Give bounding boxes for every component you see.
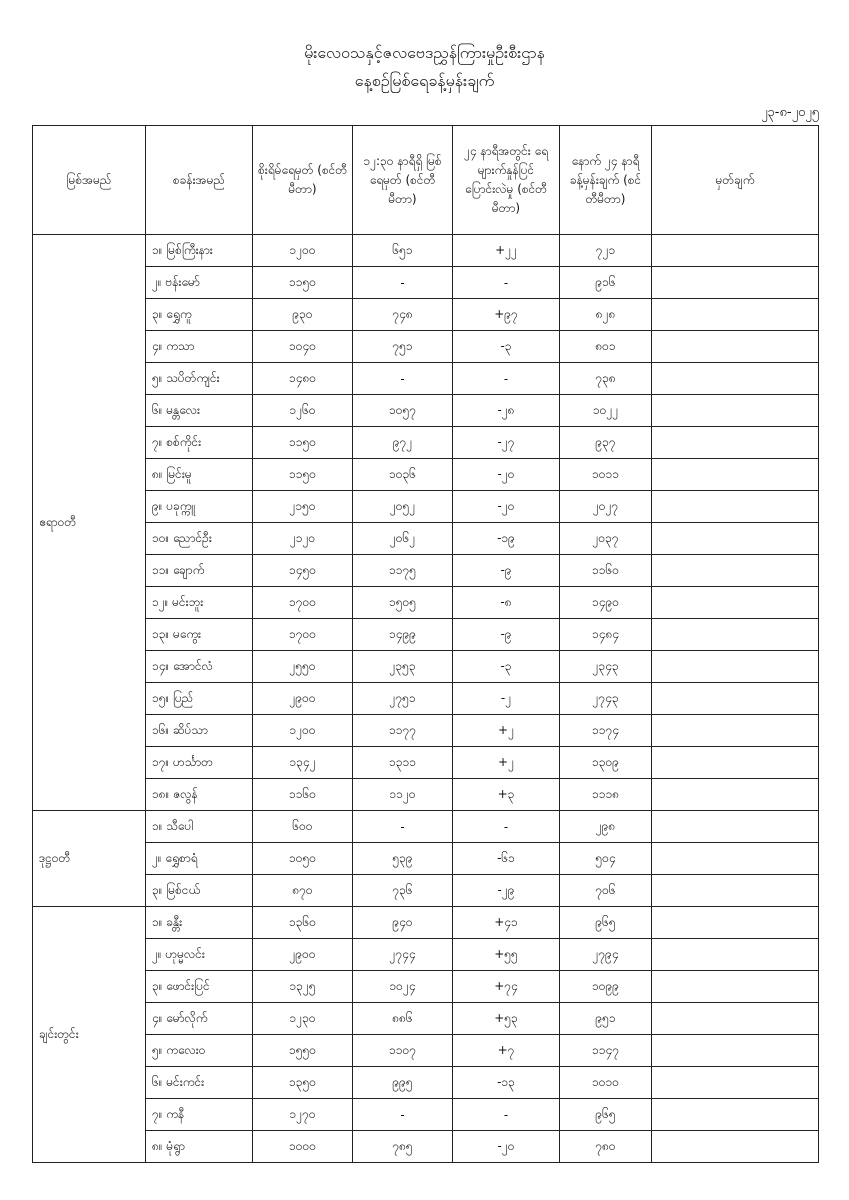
current-level-cell: ၇၄၈ xyxy=(353,299,453,331)
table-row xyxy=(33,971,819,1003)
station-cell: ၈။ မုံရွာ xyxy=(146,1131,253,1163)
danger-level-cell: ၁၁၆၀ xyxy=(253,779,353,811)
station-cell: ၈။ မြင်းမူ xyxy=(146,459,253,491)
forecast-cell: ၉၆၅ xyxy=(560,907,652,939)
remark-cell xyxy=(652,555,819,587)
station-cell: ၁၅။ ပြည် xyxy=(146,683,253,715)
station-cell: ၄။ မော်လိုက် xyxy=(146,1003,253,1035)
current-level-cell: - xyxy=(353,811,453,843)
change-cell: -၂၀ xyxy=(453,1131,560,1163)
remark-cell xyxy=(652,747,819,779)
remark-cell xyxy=(652,715,819,747)
table-row xyxy=(33,619,819,651)
forecast-cell: ၂၀၃၇ xyxy=(560,523,652,555)
river-name-cell: ဧရာဝတီ xyxy=(33,235,146,811)
change-cell: -၂၈ xyxy=(453,395,560,427)
table-row xyxy=(33,331,819,363)
forecast-cell: ၂၃၄၃ xyxy=(560,651,652,683)
station-cell: ၁၈။ ဇလွန် xyxy=(146,779,253,811)
danger-level-cell: ၁၃၄၂ xyxy=(253,747,353,779)
danger-level-cell: ၁၀၀၀ xyxy=(253,1131,353,1163)
table-row xyxy=(33,843,819,875)
station-cell: ၁၂။ မင်းဘူး xyxy=(146,587,253,619)
remark-cell xyxy=(652,1003,819,1035)
danger-level-cell: ၁၅၅၀ xyxy=(253,1035,353,1067)
table-row xyxy=(33,1003,819,1035)
current-level-cell: ၁၄၉၉ xyxy=(353,619,453,651)
remark-cell xyxy=(652,1035,819,1067)
table-row xyxy=(33,523,819,555)
col-header-station: စခန်းအမည် xyxy=(146,126,253,235)
station-cell: ၁၃။ မကွေး xyxy=(146,619,253,651)
change-cell: - xyxy=(453,811,560,843)
table-body xyxy=(33,235,819,1163)
table-row xyxy=(33,651,819,683)
change-cell: - xyxy=(453,1099,560,1131)
remark-cell xyxy=(652,619,819,651)
remark-cell xyxy=(652,811,819,843)
forecast-cell: ၈၂၈ xyxy=(560,299,652,331)
remark-cell xyxy=(652,779,819,811)
table-row xyxy=(33,939,819,971)
table-row xyxy=(33,555,819,587)
forecast-cell: ၁၃၀၉ xyxy=(560,747,652,779)
current-level-cell: ၁၁၀၇ xyxy=(353,1035,453,1067)
change-cell: +၇၄ xyxy=(453,971,560,1003)
table-row xyxy=(33,683,819,715)
station-cell: ၁။ ခန္တီး xyxy=(146,907,253,939)
remark-cell xyxy=(652,427,819,459)
forecast-cell: ၇၈၀ xyxy=(560,1131,652,1163)
danger-level-cell: ၁၇၀၀ xyxy=(253,619,353,651)
current-level-cell: ၁၁၇၇ xyxy=(353,715,453,747)
forecast-cell: ၂၉၈ xyxy=(560,811,652,843)
forecast-cell: ၁၁၆၀ xyxy=(560,555,652,587)
current-level-cell: ၂၇၅၁ xyxy=(353,683,453,715)
remark-cell xyxy=(652,395,819,427)
forecast-cell: ၂၇၄၃ xyxy=(560,683,652,715)
station-cell: ၃။ ရွှေကူ xyxy=(146,299,253,331)
table-row xyxy=(33,491,819,523)
remark-cell xyxy=(652,523,819,555)
change-cell: -၁၃ xyxy=(453,1067,560,1099)
danger-level-cell: ၁၃၆၀ xyxy=(253,907,353,939)
current-level-cell: ၅၃၉ xyxy=(353,843,453,875)
table-row xyxy=(33,1131,819,1163)
remark-cell xyxy=(652,587,819,619)
forecast-cell: ၅၀၄ xyxy=(560,843,652,875)
station-cell: ၃။ ဖောင်းပြင် xyxy=(146,971,253,1003)
forecast-cell: ၁၄၈၄ xyxy=(560,619,652,651)
danger-level-cell: ၁၃၂၅ xyxy=(253,971,353,1003)
danger-level-cell: ၁၂၆၀ xyxy=(253,395,353,427)
table-row xyxy=(33,747,819,779)
table-row xyxy=(33,459,819,491)
forecast-cell: ၂၀၂၇ xyxy=(560,491,652,523)
current-level-cell: ၉၄၀ xyxy=(353,907,453,939)
station-cell: ၂။ ရွှေစာရံ xyxy=(146,843,253,875)
remark-cell xyxy=(652,971,819,1003)
remark-cell xyxy=(652,651,819,683)
col-header-danger-level: စိုးရိမ်ရေမှတ် (စင်တီမီတာ) xyxy=(253,126,353,235)
station-cell: ၁၆။ ဆိပ်သာ xyxy=(146,715,253,747)
remark-cell xyxy=(652,875,819,907)
remark-cell xyxy=(652,907,819,939)
col-header-current-level: ၁၂:၃၀ နာရီရှိ မြစ်ရေမှတ် (စင်တီမီတာ) xyxy=(353,126,453,235)
station-cell: ၁၀။ ညောင်ဦး xyxy=(146,523,253,555)
danger-level-cell: ၁၁၅၀ xyxy=(253,427,353,459)
table-row xyxy=(33,1099,819,1131)
change-cell: -၈ xyxy=(453,587,560,619)
current-level-cell: ၂၇၄၄ xyxy=(353,939,453,971)
change-cell: +၃ xyxy=(453,779,560,811)
table-row xyxy=(33,811,819,843)
table-row xyxy=(33,363,819,395)
col-header-river: မြစ်အမည် xyxy=(33,126,146,235)
danger-level-cell: ၁၂၀၀ xyxy=(253,715,353,747)
table-row xyxy=(33,395,819,427)
current-level-cell: ၁၅၀၅ xyxy=(353,587,453,619)
station-cell: ၂။ ဟုမ္မလင်း xyxy=(146,939,253,971)
danger-level-cell: ၁၂၃၀ xyxy=(253,1003,353,1035)
current-level-cell: - xyxy=(353,363,453,395)
station-cell: ၁၁။ ချောက် xyxy=(146,555,253,587)
table-row xyxy=(33,715,819,747)
station-cell: ၅။ သပိတ်ကျင်း xyxy=(146,363,253,395)
danger-level-cell: ၁၃၅၀ xyxy=(253,1067,353,1099)
station-cell: ၂။ ဗန်းမော် xyxy=(146,267,253,299)
change-cell: +၅၃ xyxy=(453,1003,560,1035)
station-cell: ၆။ မင်းကင်း xyxy=(146,1067,253,1099)
col-header-forecast: နောက် ၂၄ နာရီ ခန့်မှန်းချက် (စင်တီမီတာ) xyxy=(560,126,652,235)
danger-level-cell: ၆၀၀ xyxy=(253,811,353,843)
current-level-cell: ၈၈၆ xyxy=(353,1003,453,1035)
river-name-cell: ချင်းတွင်း xyxy=(33,907,146,1163)
danger-level-cell: ၁၀၅၀ xyxy=(253,843,353,875)
current-level-cell: ၁၀၂၄ xyxy=(353,971,453,1003)
change-cell: +၇ xyxy=(453,1035,560,1067)
station-cell: ၄။ ကသာ xyxy=(146,331,253,363)
station-cell: ၁၄။ အောင်လံ xyxy=(146,651,253,683)
current-level-cell: ၂၀၅၂ xyxy=(353,491,453,523)
current-level-cell: ၁၀၅၇ xyxy=(353,395,453,427)
change-cell: -၂၇ xyxy=(453,427,560,459)
table-row xyxy=(33,427,819,459)
change-cell: -၃ xyxy=(453,331,560,363)
header-row xyxy=(33,126,819,235)
change-cell: +၂ xyxy=(453,715,560,747)
station-cell: ၆။ မန္တလေး xyxy=(146,395,253,427)
table-row xyxy=(33,875,819,907)
forecast-cell: ၁၀၁၀ xyxy=(560,1067,652,1099)
change-cell: - xyxy=(453,267,560,299)
station-cell: ၉။ ပခုက္ကူ xyxy=(146,491,253,523)
remark-cell xyxy=(652,1099,819,1131)
danger-level-cell: ၂၁၅၀ xyxy=(253,491,353,523)
change-cell: +၉၇ xyxy=(453,299,560,331)
forecast-cell: ၁၀၂၂ xyxy=(560,395,652,427)
table-row xyxy=(33,907,819,939)
forecast-cell: ၁၀၁၁ xyxy=(560,459,652,491)
forecast-cell: ၉၁၆ xyxy=(560,267,652,299)
report-date: ၂၃-၈-၂၀၂၅ xyxy=(761,105,819,120)
river-forecast-table xyxy=(32,125,819,1163)
forecast-cell: ၉၆၅ xyxy=(560,1099,652,1131)
station-cell: ၅။ ကလေးဝ xyxy=(146,1035,253,1067)
remark-cell xyxy=(652,459,819,491)
forecast-cell: ၁၁၇၄ xyxy=(560,715,652,747)
table-row xyxy=(33,1067,819,1099)
col-header-remark: မှတ်ချက် xyxy=(652,126,819,235)
change-cell: -၂ xyxy=(453,683,560,715)
current-level-cell: ၁၀၃၆ xyxy=(353,459,453,491)
table-row xyxy=(33,267,819,299)
change-cell: +၂ xyxy=(453,747,560,779)
remark-cell xyxy=(652,1131,819,1163)
table-row xyxy=(33,1035,819,1067)
current-level-cell: ၁၁၂၀ xyxy=(353,779,453,811)
current-level-cell: ၇၈၅ xyxy=(353,1131,453,1163)
station-cell: ၇။ စစ်ကိုင်း xyxy=(146,427,253,459)
change-cell: -၉ xyxy=(453,555,560,587)
table-row xyxy=(33,779,819,811)
current-level-cell: - xyxy=(353,267,453,299)
current-level-cell: ၁၁၇၅ xyxy=(353,555,453,587)
danger-level-cell: ၁၄၈၀ xyxy=(253,363,353,395)
col-header-change: ၂၄ နာရီအတွင်း ရေများက်နှုန်ပြင် ပြောင်းလဲမှု (စင်တီမီတာ) xyxy=(453,126,560,235)
station-cell: ၇။ ကနီ xyxy=(146,1099,253,1131)
danger-level-cell: ၁၁၅၀ xyxy=(253,267,353,299)
remark-cell xyxy=(652,683,819,715)
remark-cell xyxy=(652,939,819,971)
danger-level-cell: ၂၉၀၀ xyxy=(253,683,353,715)
change-cell: - xyxy=(453,363,560,395)
table-row xyxy=(33,299,819,331)
danger-level-cell: ၂၉၀၀ xyxy=(253,939,353,971)
forecast-cell: ၇၃၈ xyxy=(560,363,652,395)
remark-cell xyxy=(652,363,819,395)
forecast-cell: ၉၅၁ xyxy=(560,1003,652,1035)
station-cell: ၁။ သီပေါ xyxy=(146,811,253,843)
current-level-cell: ၂၀၆၂ xyxy=(353,523,453,555)
station-cell: ၁။ မြစ်ကြီးနား xyxy=(146,235,253,267)
change-cell: -၉ xyxy=(453,619,560,651)
forecast-cell: ၈၀၁ xyxy=(560,331,652,363)
change-cell: +၂၂ xyxy=(453,235,560,267)
change-cell: -၁၉ xyxy=(453,523,560,555)
danger-level-cell: ၂၁၂၀ xyxy=(253,523,353,555)
danger-level-cell: ၈၇၀ xyxy=(253,875,353,907)
station-cell: ၁၇။ ဟင်္သာတ xyxy=(146,747,253,779)
forecast-cell: ၉၃၇ xyxy=(560,427,652,459)
forecast-cell: ၁၁၄၇ xyxy=(560,1035,652,1067)
current-level-cell: ၇၅၁ xyxy=(353,331,453,363)
current-level-cell: ၉၉၅ xyxy=(353,1067,453,1099)
danger-level-cell: ၁၁၅၀ xyxy=(253,459,353,491)
danger-level-cell: ၁၄၅၀ xyxy=(253,555,353,587)
change-cell: +၅၅ xyxy=(453,939,560,971)
danger-level-cell: ၂၅၅၀ xyxy=(253,651,353,683)
report-title: မိုးလေဝသနှင့်ဇလဗေဒညွှန်ကြားမှုဦးစီးဌာန xyxy=(304,43,545,62)
table-row xyxy=(33,235,819,267)
forecast-cell: ၁၄၉၀ xyxy=(560,587,652,619)
station-cell: ၃။ မြစ်ငယ် xyxy=(146,875,253,907)
change-cell: +၄၁ xyxy=(453,907,560,939)
change-cell: -၂၉ xyxy=(453,875,560,907)
remark-cell xyxy=(652,235,819,267)
change-cell: -၂၀ xyxy=(453,459,560,491)
current-level-cell: ၁၃၁၁ xyxy=(353,747,453,779)
forecast-cell: ၁၁၁၈ xyxy=(560,779,652,811)
table-row xyxy=(33,587,819,619)
danger-level-cell: ၁၂၇၀ xyxy=(253,1099,353,1131)
remark-cell xyxy=(652,1067,819,1099)
current-level-cell: ၉၇၂ xyxy=(353,427,453,459)
remark-cell xyxy=(652,267,819,299)
change-cell: -၆၁ xyxy=(453,843,560,875)
report-subtitle: နေ့စဉ်မြစ်ရေခန့်မှန်းချက် xyxy=(354,71,495,90)
danger-level-cell: ၁၇၀၀ xyxy=(253,587,353,619)
forecast-cell: ၁၀၉၉ xyxy=(560,971,652,1003)
remark-cell xyxy=(652,491,819,523)
remark-cell xyxy=(652,331,819,363)
remark-cell xyxy=(652,299,819,331)
current-level-cell: ၆၅၁ xyxy=(353,235,453,267)
forecast-cell: ၇၂၁ xyxy=(560,235,652,267)
current-level-cell: - xyxy=(353,1099,453,1131)
change-cell: -၃ xyxy=(453,651,560,683)
current-level-cell: ၇၃၆ xyxy=(353,875,453,907)
danger-level-cell: ၉၃၀ xyxy=(253,299,353,331)
remark-cell xyxy=(652,843,819,875)
danger-level-cell: ၁၂၀၀ xyxy=(253,235,353,267)
river-name-cell: ဒုဋ္ဌဝတီ xyxy=(33,811,146,907)
forecast-cell: ၇၀၆ xyxy=(560,875,652,907)
change-cell: -၂၀ xyxy=(453,491,560,523)
forecast-cell: ၂၇၉၄ xyxy=(560,939,652,971)
danger-level-cell: ၁၀၄၀ xyxy=(253,331,353,363)
current-level-cell: ၂၃၅၃ xyxy=(353,651,453,683)
